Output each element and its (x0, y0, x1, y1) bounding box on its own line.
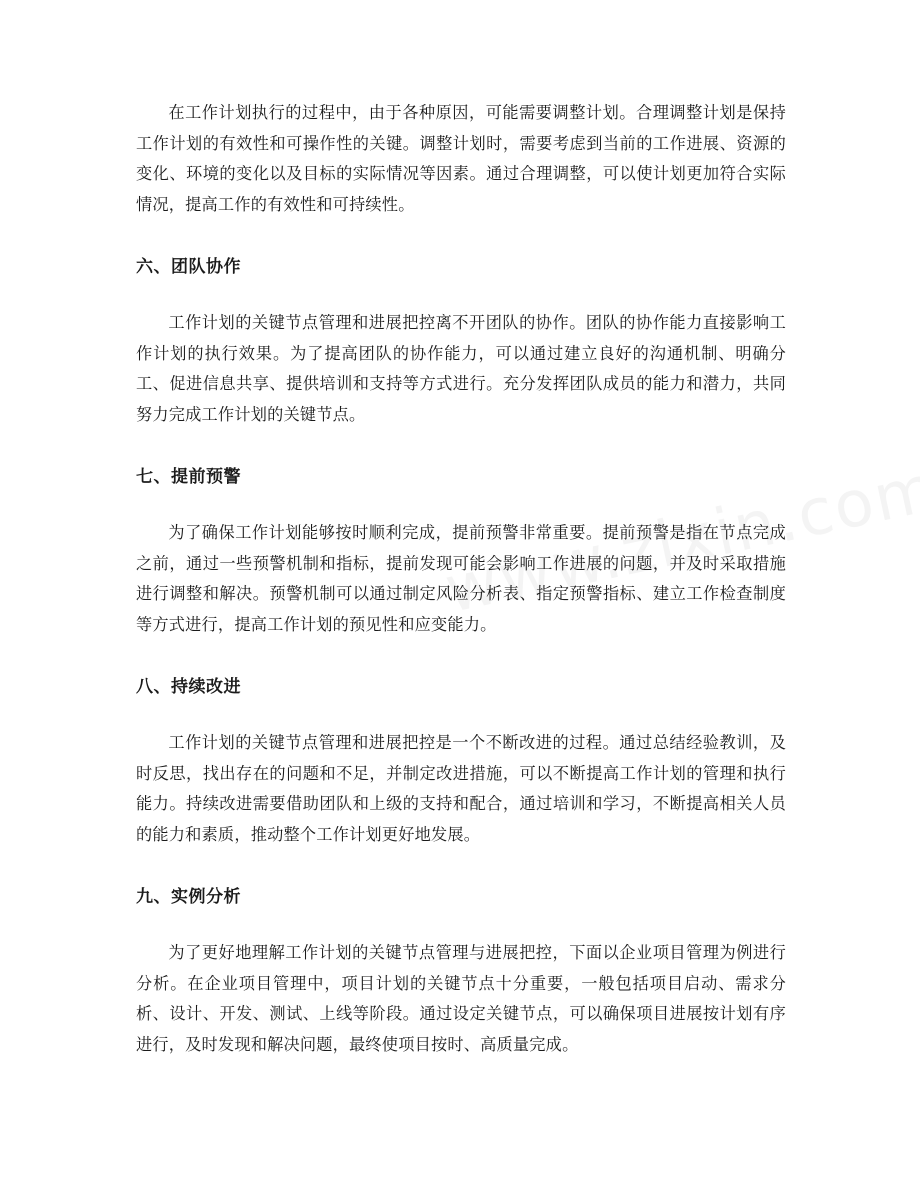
section-paragraph-8: 工作计划的关键节点管理和进展把控是一个不断改进的过程。通过总结经验教训，及时反思，找出存在的问题和不足，并制定改进措施，可以不断提高工作计划的管理和执行能力。持续改进需要借助团队和上级的支持和配合，通过培训和学习，不断提高相关人员的能力和素质，推动整个工作计划更好地发展。 (136, 733, 786, 844)
spacer (136, 640, 786, 672)
section-heading-9: 九、实例分析 (136, 887, 241, 907)
section-heading-6: 六、团队协作 (136, 257, 241, 277)
spacer (136, 702, 786, 728)
intro-paragraph: 在工作计划执行的过程中，由于各种原因，可能需要调整计划。合理调整计划是保持工作计划的有效性和可操作性的关键。调整计划时，需要考虑到当前的工作进展、资源的变化、环境的变化以及目标的实际情况等因素。通过合理调整，可以使计划更加符合实际情况，提高工作的有效性和可持续性。 (136, 103, 786, 214)
spacer (136, 912, 786, 938)
section-heading-7: 七、提前预警 (136, 467, 241, 487)
spacer (136, 220, 786, 252)
spacer (136, 282, 786, 308)
section-paragraph-9: 为了更好地理解工作计划的关键节点管理与进展把控，下面以企业项目管理为例进行分析。在企业项目管理中，项目计划的关键节点十分重要，一般包括项目启动、需求分析、设计、开发、测试、上线等阶段。通过设定关键节点，可以确保项目进展按计划有序进行，及时发现和解决问题，最终使项目按时、高质量完成。 (136, 943, 786, 1054)
spacer (136, 850, 786, 882)
spacer (136, 492, 786, 518)
section-paragraph-6: 工作计划的关键节点管理和进展把控离不开团队的协作。团队的协作能力直接影响工作计划的执行效果。为了提高团队的协作能力，可以通过建立良好的沟通机制、明确分工、促进信息共享、提供培训和支持等方式进行。充分发挥团队成员的能力和潜力，共同努力完成工作计划的关键节点。 (136, 313, 786, 424)
document-body (136, 98, 786, 1060)
section-paragraph-7: 为了确保工作计划能够按时顺利完成，提前预警非常重要。提前预警是指在节点完成之前，通过一些预警机制和指标，提前发现可能会影响工作进展的问题，并及时采取措施进行调整和解决。预警机制可以通过制定风险分析表、指定预警指标、建立工作检查制度等方式进行，提高工作计划的预见性和应变能力。 (136, 523, 786, 634)
spacer (136, 430, 786, 462)
section-heading-8: 八、持续改进 (136, 677, 241, 697)
